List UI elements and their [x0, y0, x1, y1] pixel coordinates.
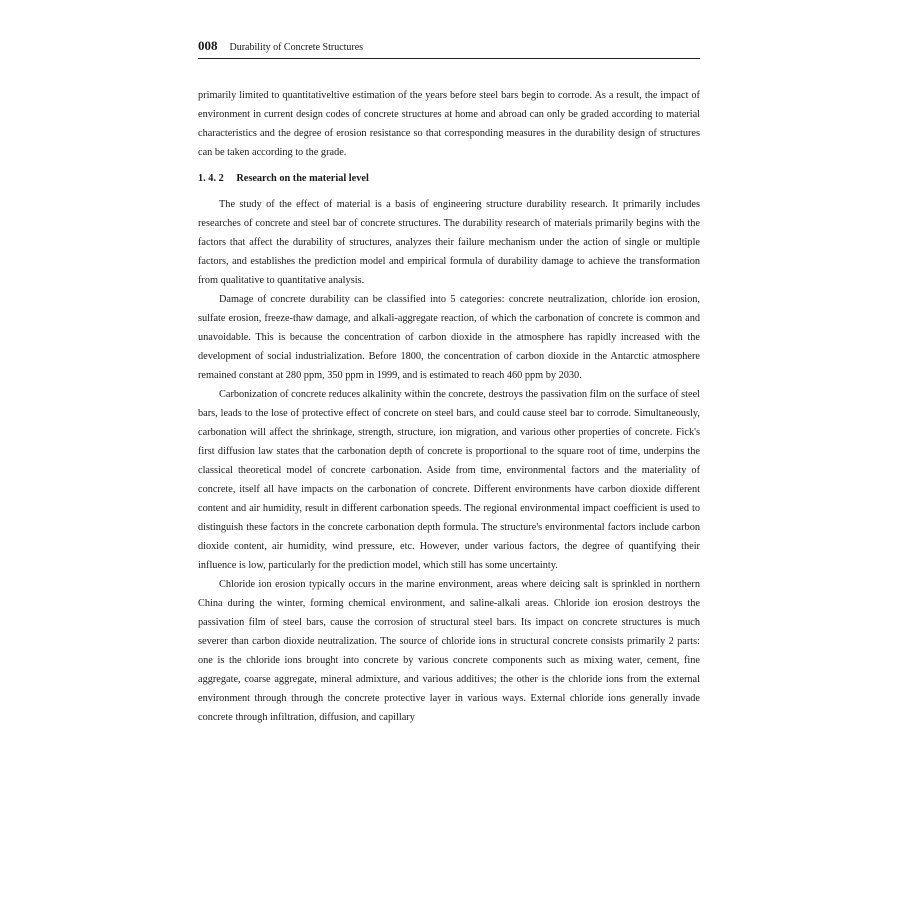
- section-title: Research on the material level: [236, 173, 369, 184]
- paragraph-carbonization: Carbonization of concrete reduces alkalinity within the concrete, destroys the passivation film on the surface of steel bars, leads to the lose of protective effect of concrete on steel bars, and could cause steel bar to corrode. Simultaneously, carbonation will affect the shrinkage, strength, structure, ion migration, and various other properties of concrete. Fick's first diffusion law states that the carbonation depth of concrete is proportional to the square root of time, underpins the classical theoretical model of concrete carbonation. Aside from time, environmental factors and the materiality of concrete, itself all have impacts on the carbonation of concrete. Different environments have carbon dioxide different content and air humidity, result in different carbonation speeds. The regional environmental impact coefficient is used to distinguish these factors in the concrete carbonation depth formula. The structure's environmental factors include carbon dioxide content, air humidity, wind pressure, etc. However, under various factors, the degree of quantifying their influence is low, particularly for the prediction model, which still has some uncertainty.: [198, 389, 700, 571]
- running-title: Durability of Concrete Structures: [229, 42, 364, 53]
- paragraph-material-study: The study of the effect of material is a basis of engineering structure durability research. It primarily includes researches of concrete and steel bar of concrete structures. The durability research of materials primarily begins with the factors that affect the durability of structures, analyzes their failure mechanism under the action of single or multiple factors, and establishes the prediction model and empirical formula of durability damage to achieve the transformation from qualitative to quantitative analysis.: [198, 199, 700, 286]
- paragraph-damage-categories: Damage of concrete durability can be classified into 5 categories: concrete neutralization, chloride ion erosion, sulfate erosion, freeze-thaw damage, and alkali-aggregate reaction, of which the carbonation of concrete is common and unavoidable. This is because the concentration of carbon dioxide in the atmosphere has rapidly increased with the development of social industrialization. Before 1800, the concentration of carbon dioxide in the Antarctic atmosphere remained constant at 280 ppm, 350 ppm in 1999, and is estimated to reach 460 ppm by 2030.: [198, 294, 700, 381]
- running-head: [198, 38, 700, 59]
- section-number: 1. 4. 2: [198, 173, 224, 184]
- body-text: [198, 86, 700, 727]
- book-page: [198, 38, 700, 888]
- section-heading: [198, 169, 700, 188]
- page-number: 008: [198, 38, 218, 53]
- paragraph-chloride-erosion: Chloride ion erosion typically occurs in the marine environment, areas where deicing salt is sprinkled in northern China during the winter, forming chemical environment, and saline-alkali areas. Chloride ion erosion destroys the passivation film of steel bars, cause the corrosion of structural steel bars. Its impact on concrete structures is much severer than carbon dioxide neutralization. The source of chloride ions in structural concrete consists primarily 2 parts: one is the chloride ions brought into concrete by various concrete components such as mixing water, cement, fine aggregate, coarse aggregate, mineral admixture, and various additives; the other is the chloride ions from the external environment through through the concrete protective layer in various ways. External chloride ions generally invade concrete through infiltration, diffusion, and capillary: [198, 579, 700, 723]
- paragraph-continued: primarily limited to quantitativeltive estimation of the years before steel bars begin to corrode. As a result, the impact of environment in current design codes of concrete structures at home and abroad can only be graded according to material characteristics and the degree of erosion resistance so that corresponding measures in the durability design of structures can be taken according to the grade.: [198, 90, 700, 158]
